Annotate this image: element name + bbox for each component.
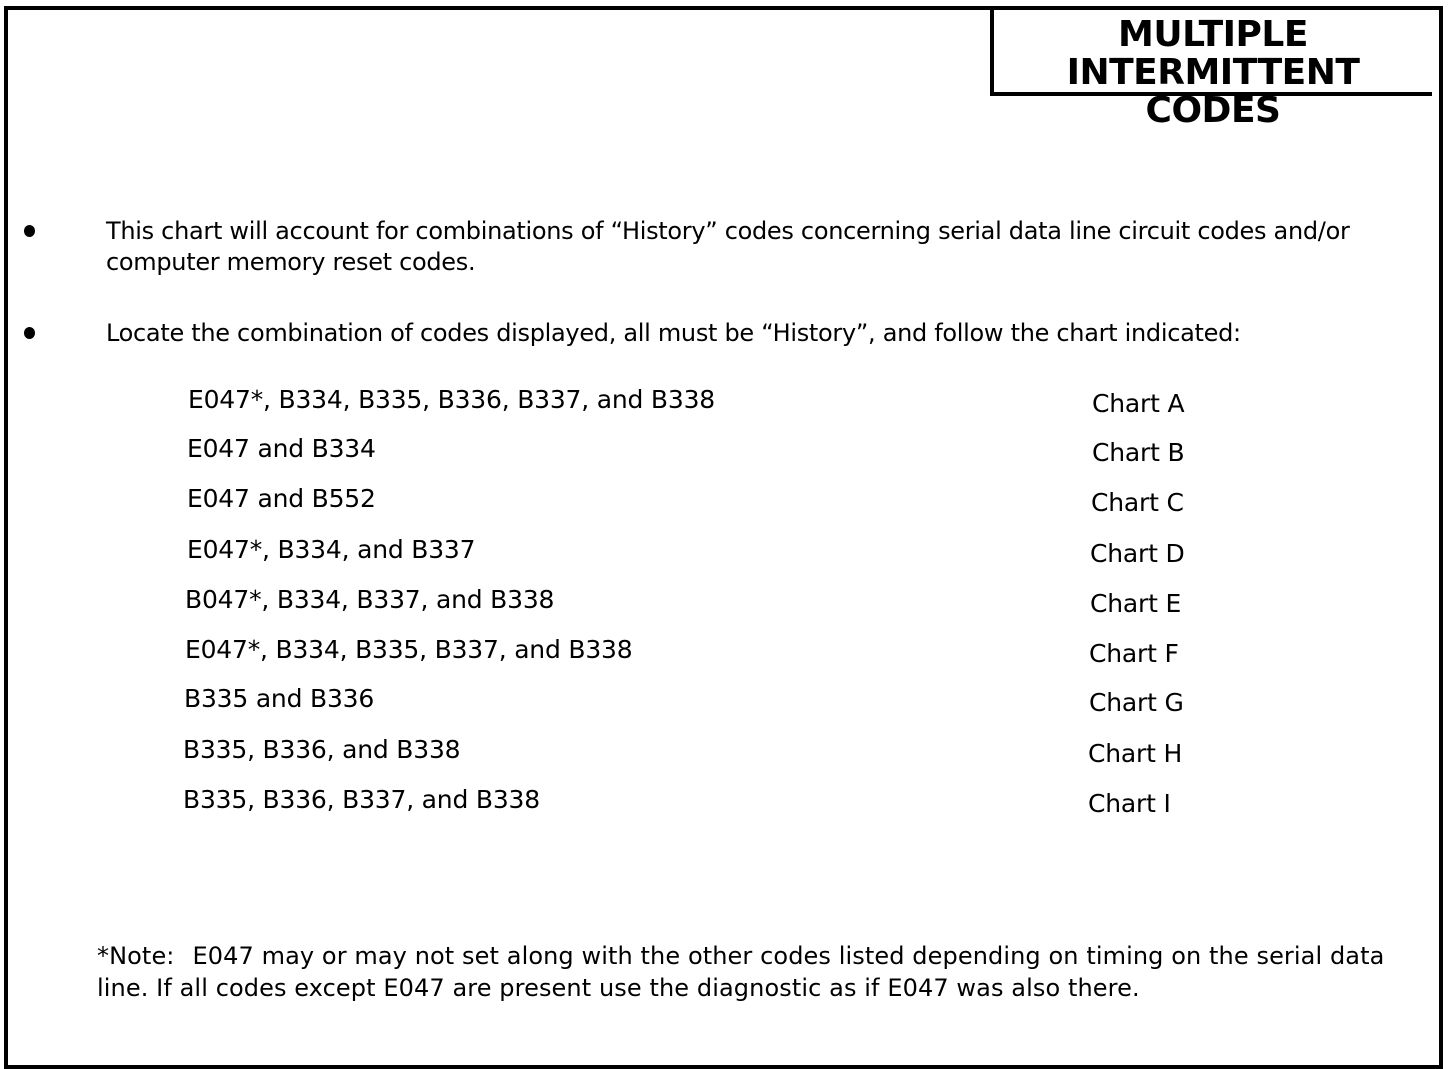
chart-reference: Chart C <box>1091 488 1184 517</box>
code-combination: E047*, B334, and B337 <box>187 535 476 564</box>
table-row <box>188 385 1456 421</box>
table-row <box>185 635 1456 671</box>
note-text: E047 may or may not set along with the other codes listed depending on timing on the serial data line. If all codes except E047 are present use the diagnostic as if E047 was also there. <box>97 942 1385 1002</box>
table-row <box>187 535 1456 571</box>
title-line-1: MULTIPLE <box>1118 14 1308 55</box>
chart-reference: Chart H <box>1088 739 1183 768</box>
table-row <box>184 684 1456 720</box>
bullet-icon <box>24 327 35 339</box>
chart-reference: Chart G <box>1089 688 1184 717</box>
chart-reference: Chart D <box>1090 539 1185 568</box>
chart-reference: Chart I <box>1088 789 1171 818</box>
chart-reference: Chart E <box>1090 589 1182 618</box>
bullet-icon <box>24 225 35 237</box>
title-line-2: INTERMITTENT CODES <box>1066 52 1360 131</box>
bullet-text: This chart will account for combinations of “History” codes concerning serial data line circuit codes and/or computer memory reset codes. <box>106 217 1350 276</box>
table-row <box>187 484 1456 520</box>
table-row <box>185 585 1456 621</box>
table-row <box>187 434 1456 470</box>
footnote <box>97 940 1387 1004</box>
code-combination: E047*, B334, B335, B337, and B338 <box>185 635 633 664</box>
code-combination: E047*, B334, B335, B336, B337, and B338 <box>188 385 716 414</box>
chart-reference: Chart A <box>1092 389 1185 418</box>
code-combination: B335, B336, and B338 <box>183 735 461 764</box>
code-combination: B335 and B336 <box>184 684 375 713</box>
table-row <box>183 785 1456 821</box>
note-label: *Note: <box>97 942 175 970</box>
bullet-text: Locate the combination of codes displayed, all must be “History”, and follow the chart indicated: <box>106 319 1241 347</box>
code-combination: E047 and B552 <box>187 484 376 513</box>
table-row <box>183 735 1456 771</box>
code-combination: E047 and B334 <box>187 434 376 463</box>
title-box <box>990 6 1432 131</box>
chart-reference: Chart F <box>1089 639 1179 668</box>
chart-reference: Chart B <box>1092 438 1185 467</box>
code-combination: B047*, B334, B337, and B338 <box>185 585 555 614</box>
code-combination: B335, B336, B337, and B338 <box>183 785 540 814</box>
